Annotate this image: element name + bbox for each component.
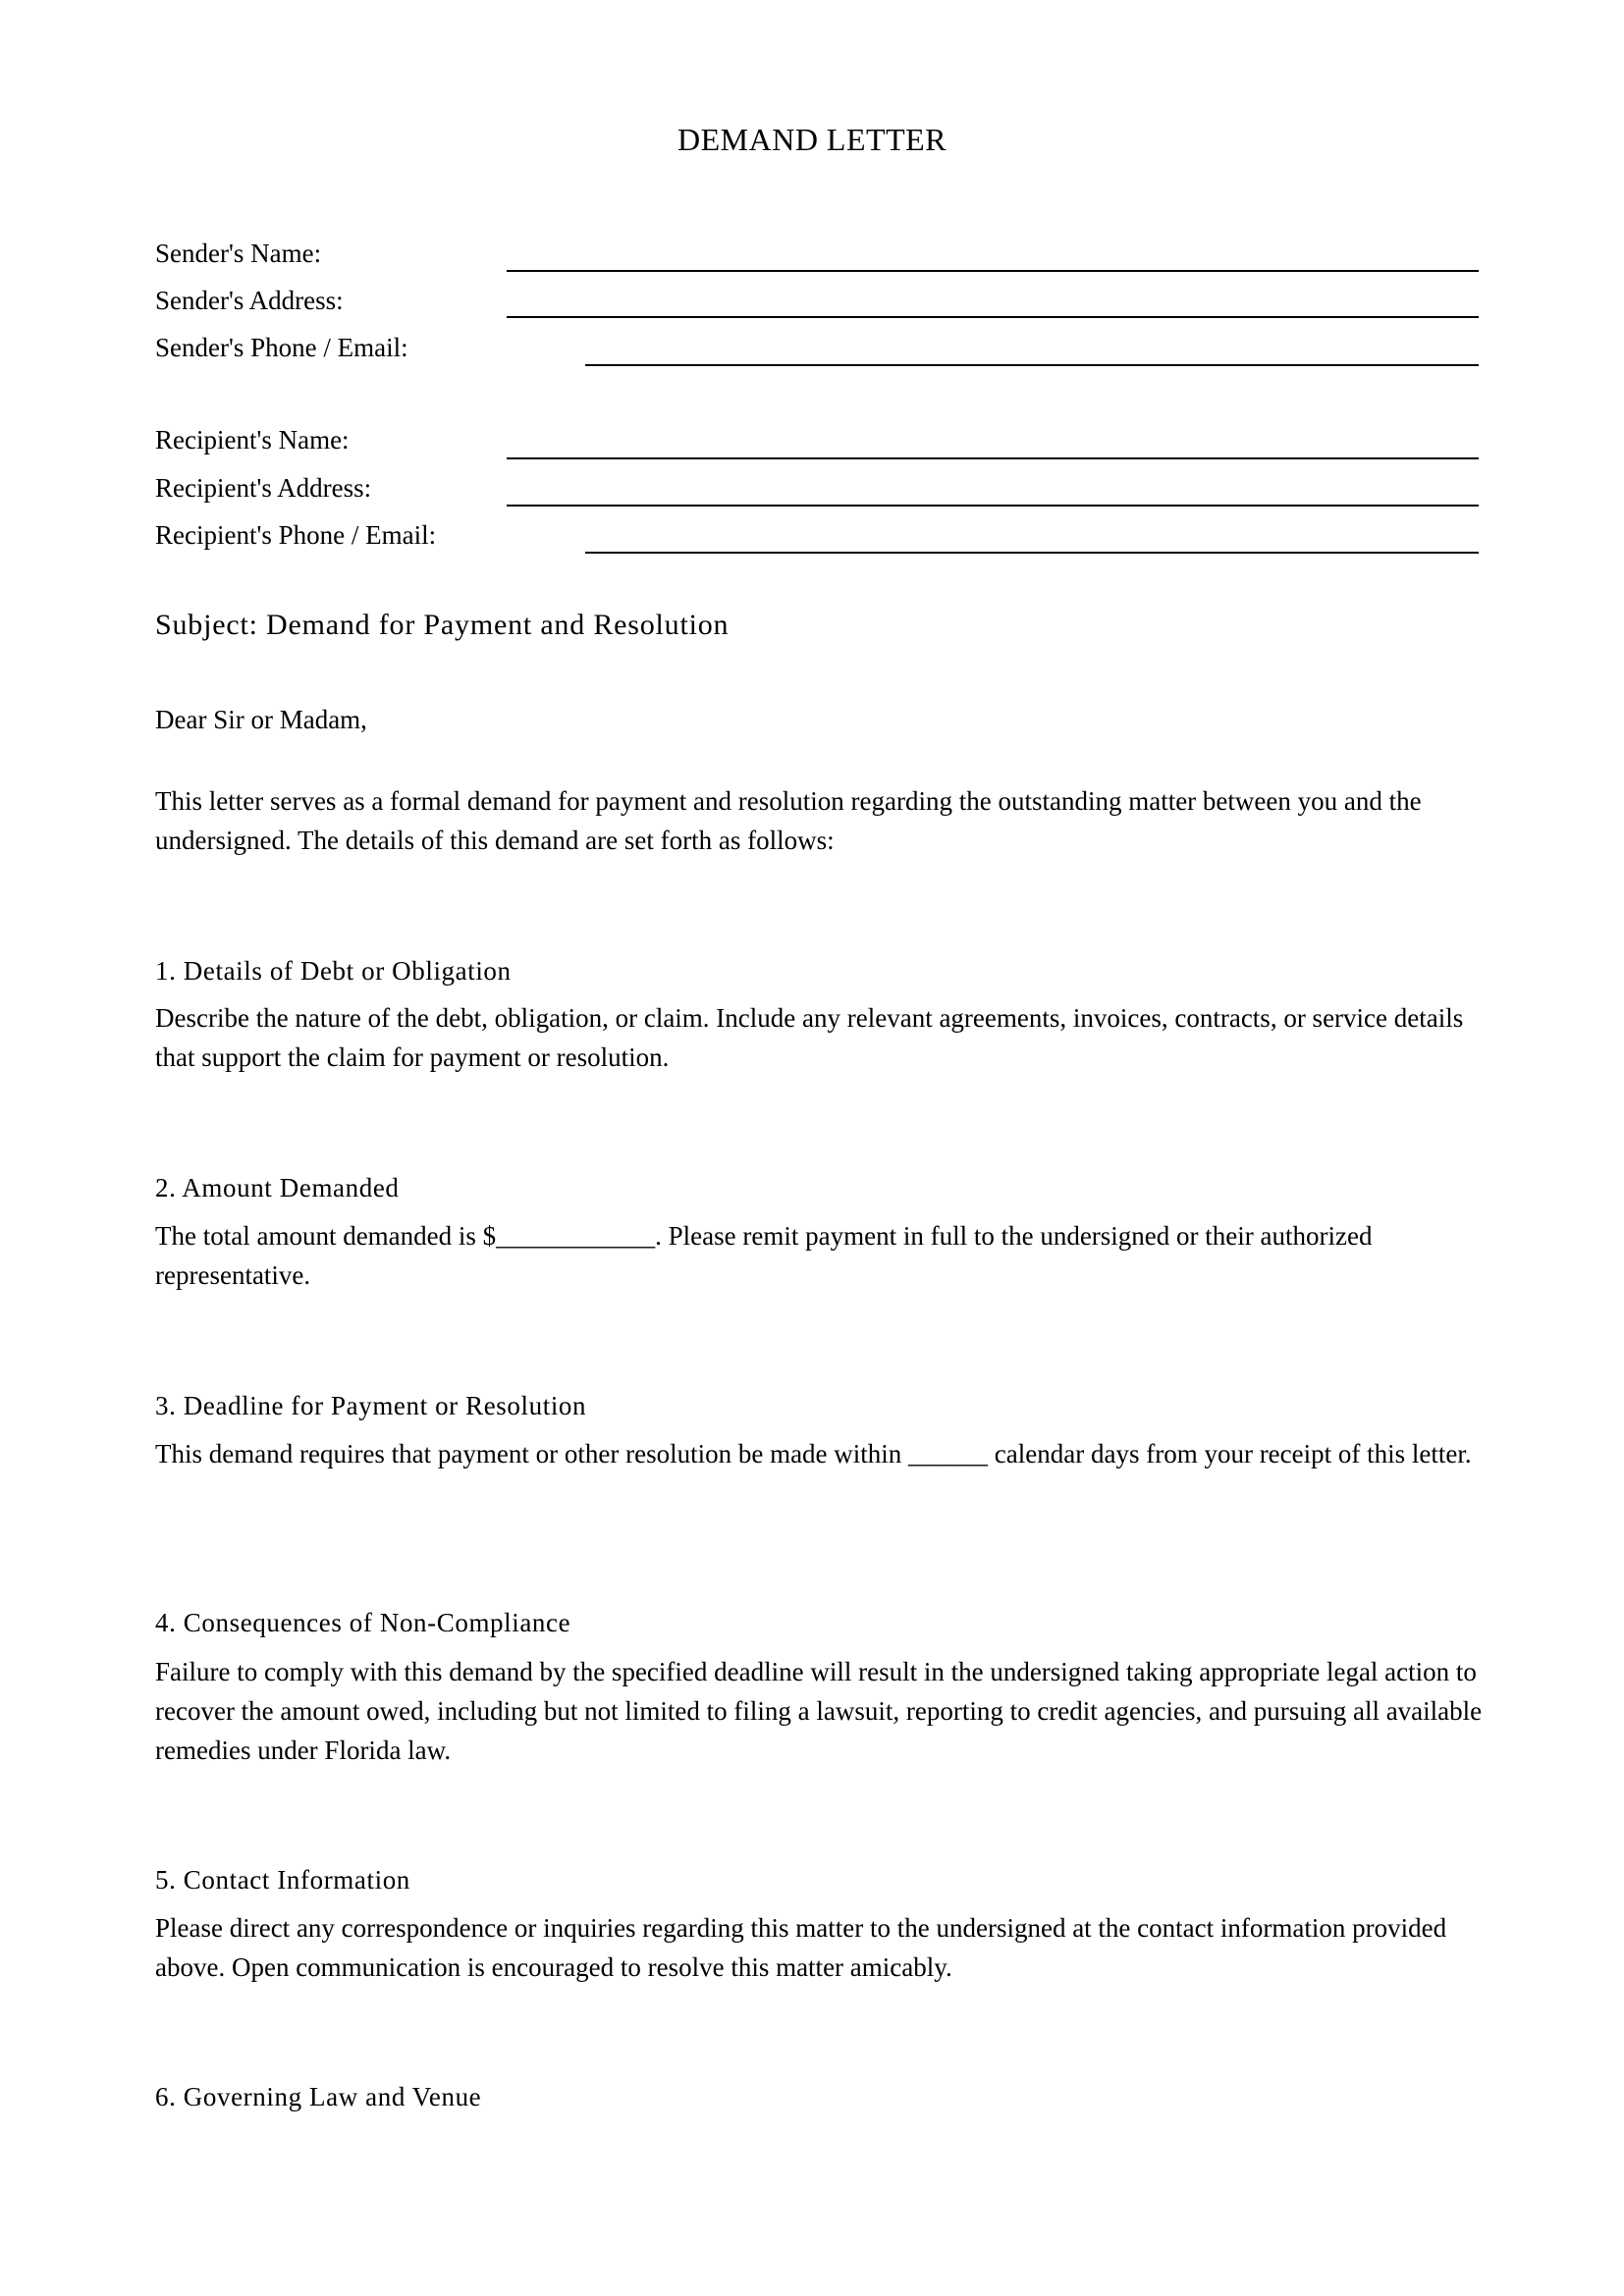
sender-contact-field[interactable]	[585, 364, 1479, 366]
section-body: This demand requires that payment or other resolution be made within ______ calendar days from your receipt of this letter.	[155, 1439, 1472, 1468]
intro-paragraph: This letter serves as a formal demand for payment and resolution regarding the outstanding matter between you and the undersigned. The details of this demand are set forth as follows:	[155, 786, 1422, 855]
sender-contact-label: Sender's Phone / Email:	[155, 333, 408, 362]
subject-line: Subject: Demand for Payment and Resolution	[155, 609, 730, 641]
section-heading: 3. Deadline for Payment or Resolution	[155, 1391, 587, 1420]
sender-address-field[interactable]	[507, 316, 1479, 318]
recipient-address-label: Recipient's Address:	[155, 473, 372, 503]
recipient-name-field[interactable]	[507, 457, 1479, 459]
recipient-name-label: Recipient's Name:	[155, 425, 350, 454]
section-body: Please direct any correspondence or inquiries regarding this matter to the undersigned at the contact information provided above. Open communication is encouraged to resolve this matter amicably.	[155, 1913, 1447, 1982]
salutation: Dear Sir or Madam,	[155, 705, 367, 734]
section-body: Describe the nature of the debt, obligation, or claim. Include any relevant agreements, invoices, contracts, or service details that support the claim for payment or resolution.	[155, 1003, 1464, 1072]
section-body: Failure to comply with this demand by the specified deadline will result in the undersigned taking appropriate legal action to recover the amount owed, including but not limited to filing a lawsuit, reporting to credit agencies, and pursuing all available remedies under Florida law.	[155, 1657, 1483, 1765]
section-heading: 6. Governing Law and Venue	[155, 2082, 482, 2111]
sender-name-field[interactable]	[507, 270, 1479, 272]
recipient-contact-field[interactable]	[585, 552, 1479, 554]
section-body: The total amount demanded is $____________. Please remit payment in full to the undersigned or their authorized representative.	[155, 1221, 1373, 1290]
section-heading: 2. Amount Demanded	[155, 1173, 400, 1202]
document-title: DEMAND LETTER	[677, 122, 947, 157]
section-heading: 5. Contact Information	[155, 1865, 410, 1895]
sender-name-label: Sender's Name:	[155, 239, 322, 268]
sender-address-label: Sender's Address:	[155, 286, 344, 315]
section-heading: 4. Consequences of Non-Compliance	[155, 1608, 571, 1637]
section-heading: 1. Details of Debt or Obligation	[155, 956, 512, 986]
recipient-contact-label: Recipient's Phone / Email:	[155, 520, 437, 550]
recipient-address-field[interactable]	[507, 505, 1479, 507]
